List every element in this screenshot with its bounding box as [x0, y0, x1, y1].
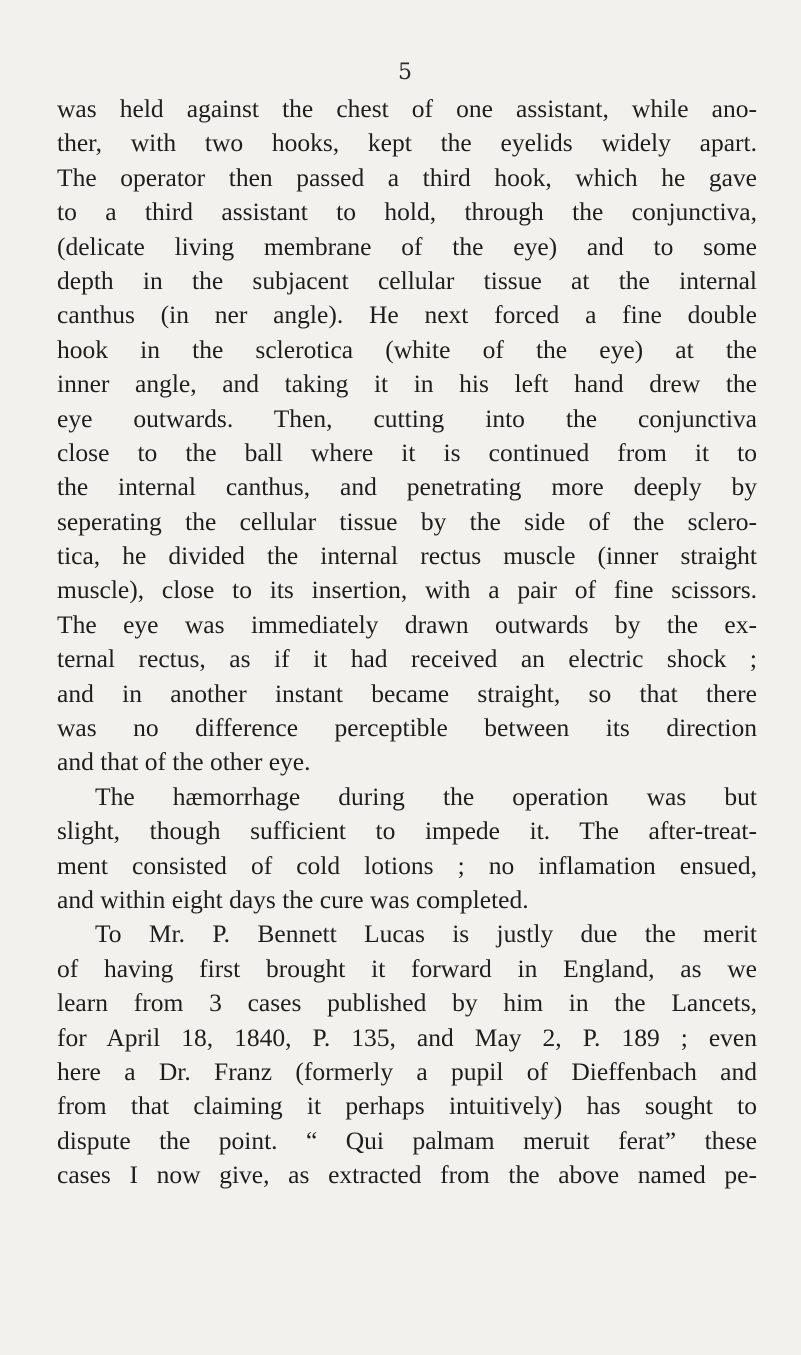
text-line: and in another instant became straight, so that there	[57, 678, 757, 708]
text-line: canthus (in ner angle). He next forced a fine double	[57, 300, 757, 330]
body-text	[57, 92, 757, 1193]
text-line: The operator then passed a third hook, which he gave	[57, 162, 757, 192]
text-line: the internal canthus, and penetrating more deeply by	[57, 472, 757, 502]
text-line: (delicate living membrane of the eye) and to some	[57, 231, 757, 261]
text-line: close to the ball where it is continued from it to	[57, 437, 757, 467]
text-line: eye outwards. Then, cutting into the conjunctiva	[57, 403, 757, 433]
text-line: was held against the chest of one assistant, while ano-	[57, 94, 757, 123]
text-line: dispute the point. “ Qui palmam meruit ferat” these	[57, 1125, 757, 1155]
text-line: learn from 3 cases published by him in the Lancets,	[57, 988, 757, 1018]
text-line: To Mr. P. Bennett Lucas is justly due the merit	[95, 919, 757, 949]
text-line: depth in the subjacent cellular tissue at the internal	[57, 265, 757, 295]
text-line: and that of the other eye.	[57, 747, 311, 777]
text-line: muscle), close to its insertion, with a pair of fine scissors.	[57, 575, 757, 605]
text-line: cases I now give, as extracted from the above named pe-	[57, 1160, 757, 1190]
text-line: to a third assistant to hold, through the conjunctiva,	[57, 197, 757, 227]
text-line: ther, with two hooks, kept the eyelids widely apart.	[57, 128, 757, 158]
text-line: of having first brought it forward in England, as we	[57, 953, 757, 983]
text-line: The eye was immediately drawn outwards by the ex-	[57, 609, 757, 639]
text-line: ment consisted of cold lotions ; no inflamation ensued,	[57, 850, 757, 880]
text-line: for April 18, 1840, P. 135, and May 2, P. 189 ; even	[57, 1022, 757, 1052]
text-line: tica, he divided the internal rectus muscle (inner straight	[57, 541, 757, 571]
text-line: ternal rectus, as if it had received an electric shock ;	[57, 644, 757, 674]
text-line: was no difference perceptible between its direction	[57, 713, 757, 743]
text-line: slight, though sufficient to impede it. The after-treat-	[57, 816, 757, 846]
text-line: from that claiming it perhaps intuitively) has sought to	[57, 1091, 757, 1121]
text-line: seperating the cellular tissue by the side of the sclero-	[57, 506, 757, 536]
page-number: 5	[398, 60, 412, 85]
text-line: hook in the sclerotica (white of the eye) at the	[57, 334, 757, 364]
text-line: here a Dr. Franz (formerly a pupil of Dieffenbach and	[57, 1056, 757, 1086]
text-line: and within eight days the cure was completed.	[57, 884, 529, 914]
text-line: inner angle, and taking it in his left hand drew the	[57, 369, 757, 399]
text-line: The hæmorrhage during the operation was but	[95, 781, 757, 811]
